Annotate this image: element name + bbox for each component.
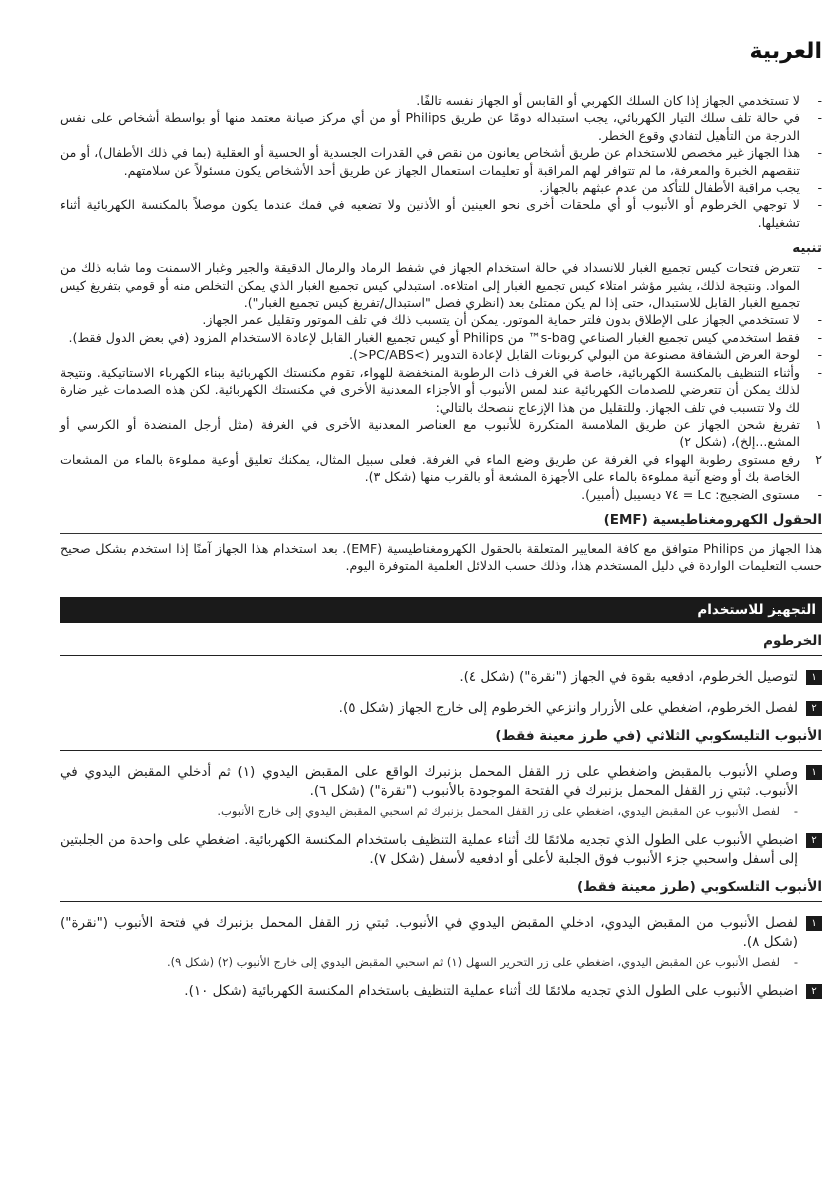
list-item: - هذا الجهاز غير مخصص للاستخدام عن طريق أشخاص يعانون من نقص في القدرات الجسدية أو الحسية أو العقلية (بما في ذلك الأطفال)، أو من تنقصهم الخبرة والمعرفة، ما لم تتوافر لهم المراقبة أو تعليمات استعمال الجهاز عن طريق أحد الأشخاص يكون مسئولاً عن سلامتهم. [60,145,822,178]
list-item: - وأثناء التنظيف بالمكنسة الكهربائية، خاصة في الغرف ذات الرطوبة المنخفضة للهواء، تقوم مكنستك الكهربائية ببناء الكهرباء الاستاتيكية. ونتيجة لذلك يمكن أن تتعرضي للصدمات الكهربائية عند لمس الأنبوب أو الأجزاء المعدنية الأخرى في مكنستك الكهربائية. لكن هذه الصدمات غير ضارة لك ولا تتسبب في تلف الجهاز. وللتقليل من هذا الإزعاج ننصحك بالتالي: [60,364,822,415]
step-number-badge: ١ [806,916,822,931]
page-title: العربية [749,39,822,64]
step-number-badge: ٢ [806,984,822,999]
divider [60,533,822,534]
triple-tube-heading: الأنبوب التليسكوبي الثلاثي (في طرز معينة فقط) [60,726,822,751]
emf-text: هذا الجهاز من Philips متوافق مع كافة المعايير المتعلقة بالحقول الكهرومغناطيسية (EMF). بعد استخدام هذا الجهاز آمنًا إذا استخدم بشكل صحيح حسب التعليمات الواردة في دليل المستخدم هذا، وذلك حسب الدلائل العلمية المتوفرة اليوم. [60,540,822,574]
hose-step-2: ٢ لفصل الخرطوم، اضغطي على الأزرار وانزعي الخرطوم إلى خارج الجهاز (شكل ٥). [60,699,822,718]
list-item: - تتعرض فتحات كيس تجميع الغبار للانسداد في حالة استخدام الجهاز في شفط الرماد والرمال الدقيقة والجير وغبار الاسمنت وما شابه ذلك من المواد. ونتيجة لذلك، يشير مؤشر امتلاء كيس تجميع الغبار إلى امتلاءه. استبدلي كيس تجميع الغبار الذي يمكن التخلص منه أو قومي بتفريغ كيس تجميع الغبار القابل للاستبدال، حتى إذا لم يكن ممتلئ بعد (انظري فصل "استبدال/تفريغ كيس تجميع الغبار"). [60,260,822,311]
telescopic-tube-step-1: ١ لفصل الأنبوب من المقبض اليدوي، ادخلي المقبض اليدوي في الأنبوب. ثبتي زر القفل المحمل بزنبرك في فتحة الأنبوب ("نقرة") (شكل ٨). - لفصل الأنبوب عن المقبض اليدوي، اضغطي على زر التحرير السهل (١) ثم اسحبي المقبض اليدوي إلى خارج الأنبوب (٢) (شكل ٩). [60,914,822,970]
warnings-list [60,92,822,231]
list-item: - لا تستخدمي الجهاز على الإطلاق بدون فلتر حماية الموتور. يمكن أن يتسبب ذلك في تلف الموتور وتقليل عمر الجهاز. [202,312,822,328]
list-item: - لوحة العرض الشفافة مصنوعة من البولي كربونات القابل لإعادة التدوير (>PC/ABS<). [349,347,822,363]
step-number-badge: ١ [806,765,822,780]
list-item: - مستوى الضجيج: Lc = ٧٤ ديسيبل (أمبير). [581,486,822,502]
step-note: - لفصل الأنبوب عن المقبض اليدوي، اضغطي على زر التحرير السهل (١) ثم اسحبي المقبض اليدوي إلى خارج الأنبوب (٢) (شكل ٩). [166,954,798,969]
numbered-item: ٢ رفع مستوى رطوبة الهواء في الغرفة عن طريق وضع الماء في الغرفة. فعلى سبيل المثال، يمكنك تعليق أوعية مملوءة بالماء من المشعات الخاصة بك أو وضع آنية مملوءة بالماء على الأجهزة المشعة أو بالقرب منها (شكل ٣). [60,451,822,485]
triple-tube-step-1: ١ وصلي الأنبوب بالمقبض واضغطي على زر القفل المحمل بزنبرك الواقع على المقبض اليدوي (١) ثم أدخلي المقبض اليدوي في الأنبوب. ثبتي زر القفل المحمل بزنبرك في الفتحة الموجودة بالأنبوب ("نقرة") (شكل ٦). - لفصل الأنبوب عن المقبض اليدوي، اضغطي على زر القفل المحمل بزنبرك ثم اسحبي المقبض اليدوي إلى خارج الأنبوب. [60,763,822,819]
step-number-badge: ٢ [806,701,822,716]
telescopic-tube-step-2: ٢ اضبطي الأنبوب على الطول الذي تجديه ملائمًا لك أثناء عملية التنظيف باستخدام المكنسة الكهربائية (شكل ١٠). [60,982,822,1001]
manual-page [60,38,822,1178]
step-number-badge: ١ [806,670,822,685]
numbered-item: ١ تفريغ شحن الجهاز عن طريق الملامسة المتكررة للأنبوب مع العناصر المعدنية الأخرى في الغرفة (مثل أرجل المنضدة أو الكرسي أو المشع...إلخ)، (شكل ٢) [60,416,822,450]
prep-section-bar: التجهيز للاستخدام [60,597,822,623]
caution-list [60,259,822,503]
emf-heading: الحقول الكهرومغناطيسية (EMF) [603,511,822,528]
step-number-badge: ٢ [806,833,822,848]
step-note: - لفصل الأنبوب عن المقبض اليدوي، اضغطي على زر القفل المحمل بزنبرك ثم اسحبي المقبض اليدوي إلى خارج الأنبوب. [217,803,798,818]
list-item: - يجب مراقبة الأطفال للتأكد من عدم عبثهم بالجهاز. [539,180,822,196]
list-item: - فقط استخدمي كيس تجميع الغبار الصناعي s-bag™ من Philips أو كيس تجميع الغبار القابل لإعادة الاستخدام المزود (في بعض الدول فقط). [68,329,822,345]
hose-step-1: ١ لتوصيل الخرطوم، ادفعيه بقوة في الجهاز ("نقرة") (شكل ٤). [60,668,822,687]
list-item: - في حالة تلف سلك التيار الكهربائي، يجب استبداله دومًا عن طريق Philips أو من أي مركز صيانة معتمد منها أو بواسطة أشخاص على نفس الدرجة من التأهيل لتفادي وقوع الخطر. [60,110,822,143]
caution-heading: تنبيه [792,240,822,257]
triple-tube-step-2: ٢ اضبطي الأنبوب على الطول الذي تجديه ملائمًا لك أثناء عملية التنظيف باستخدام المكنسة الكهربائية. اضغطي على واحدة من الجلبتين إلى أسفل واسحبي جزء الأنبوب فوق الجلبة لأعلى أو ادفعيه لأسفل (شكل ٧). [60,831,822,869]
list-item: - لا تستخدمي الجهاز إذا كان السلك الكهربي أو القابس أو الجهاز نفسه تالفًا. [416,93,822,108]
hose-heading: الخرطوم [60,631,822,656]
list-item: - لا توجهي الخرطوم أو الأنبوب أو أي ملحقات أخرى نحو العينين أو الأذنين ولا تضعيه في فمك عندما يكون موصلاً بالمكنسة الكهربائية أثناء تشغيلها. [60,197,822,230]
telescopic-tube-heading: الأنبوب التلسكوبي (طرز معينة فقط) [60,877,822,902]
